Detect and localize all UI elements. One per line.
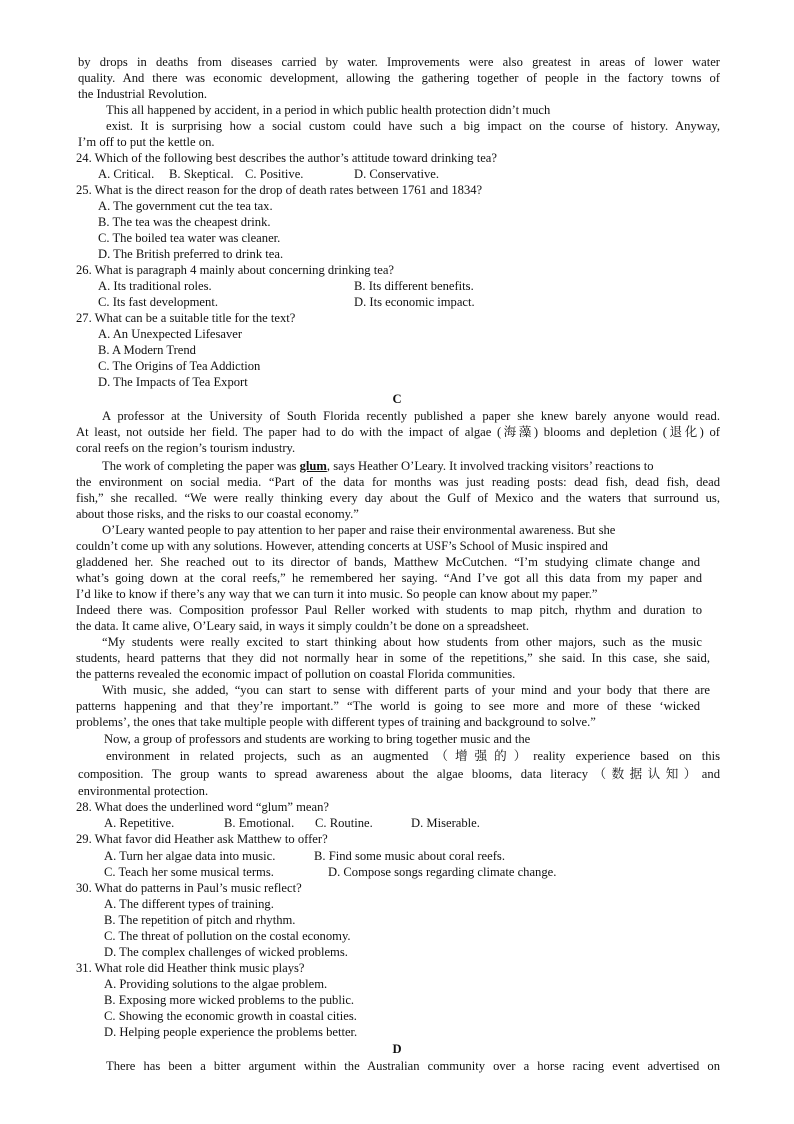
option-a: A. An Unexpected Lifesaver: [98, 327, 243, 341]
option-b: B. The tea was the cheapest drink.: [98, 215, 271, 229]
passage-line: fish,” she recalled. “We were really thinking every day about the Gulf of Mexico and the waters that surround us,: [76, 491, 720, 505]
option-b: B. Its different benefits.: [354, 279, 474, 293]
passage-line: coral reefs on the region’s tourism industry.: [76, 441, 296, 455]
passage-line: about those risks, and the risks to our coastal economy.”: [76, 507, 359, 521]
passage-line: problems’, the ones that take multiple people with different types of training and background to solve.”: [76, 715, 596, 729]
section-heading-c: C: [392, 392, 402, 406]
question-stem: 31. What role did Heather think music plays?: [76, 961, 305, 975]
passage-line: quality. And there was economic development, allowing the gathering together of people in the factory towns of: [78, 71, 720, 85]
option-b: B. Skeptical.: [169, 167, 234, 181]
question-stem: 26. What is paragraph 4 mainly about concerning drinking tea?: [76, 263, 395, 277]
passage-line: With music, she added, “you can start to sense with different parts of your mind and your body that there are: [102, 683, 710, 697]
option-c: C. Routine.: [315, 816, 373, 830]
passage-line: couldn’t come up with any solutions. However, attending concerts at USF’s School of Music inspired and: [76, 539, 608, 553]
option-c: C. Showing the economic growth in coastal cities.: [104, 1009, 357, 1023]
passage-line: Now, a group of professors and students are working to bring together music and the: [104, 732, 531, 746]
option-c: C. Teach her some musical terms.: [104, 865, 274, 879]
passage-line: I’d like to know if there’s any way that we can turn it into music. So people can know about my paper.”: [76, 587, 598, 601]
option-d: D. Compose songs regarding climate change.: [328, 865, 557, 879]
passage-text: , says Heather O’Leary. It involved tracking visitors’ reactions to: [326, 459, 654, 473]
passage-line: the patterns revealed the economic impact of pollution on coastal Florida communities.: [76, 667, 516, 681]
passage-line: patterns happening and that they’re important.” “The world is going to see more and more of these ‘wicked: [76, 699, 700, 713]
passage-line: “My students were really excited to start thinking about how students from other majors, such as the music: [102, 635, 702, 649]
passage-text: The work of completing the paper was: [102, 459, 300, 473]
option-d: D. Helping people experience the problems better.: [104, 1025, 358, 1039]
passage-line: I’m off to put the kettle on.: [78, 135, 215, 149]
passage-line: environmental protection.: [78, 784, 209, 798]
passage-line: This all happened by accident, in a period in which public health protection didn’t much: [106, 103, 551, 117]
passage-line: the Industrial Revolution.: [78, 87, 208, 101]
option-a: A. Critical.: [98, 167, 155, 181]
passage-line: environment in related projects, such as an augmented（增强的）reality experience based on this: [106, 749, 720, 763]
question-stem: 30. What do patterns in Paul’s music reflect?: [76, 881, 302, 895]
option-d: D. Conservative.: [354, 167, 439, 181]
question-stem: 28. What does the underlined word “glum” mean?: [76, 800, 329, 814]
option-d: D. Its economic impact.: [354, 295, 475, 309]
option-d: D. The Impacts of Tea Export: [98, 375, 248, 389]
passage-line: by drops in deaths from diseases carried by water. Improvements were also greatest in areas of lower water: [78, 55, 720, 69]
option-c: C. Positive.: [245, 167, 304, 181]
option-b: B. Emotional.: [224, 816, 295, 830]
passage-line: composition. The group wants to spread awareness about the algae blooms, data literacy（数据认知）and: [78, 767, 720, 781]
option-c: C. Its fast development.: [98, 295, 218, 309]
option-a: A. Its traditional roles.: [98, 279, 212, 293]
option-a: A. Repetitive.: [104, 816, 175, 830]
passage-line: A professor at the University of South Florida recently published a paper she knew barely anyone would read.: [102, 409, 720, 423]
option-d: D. The British preferred to drink tea.: [98, 247, 284, 261]
section-heading-d: D: [392, 1042, 402, 1056]
question-stem: 29. What favor did Heather ask Matthew to offer?: [76, 832, 328, 846]
passage-line: At least, not outside her field. The paper had to do with the impact of algae (海藻) blooms and depletion (退化) of: [76, 425, 720, 439]
question-stem: 27. What can be a suitable title for the text?: [76, 311, 296, 325]
passage-line: O’Leary wanted people to pay attention to her paper and raise their environmental awareness. But she: [102, 523, 616, 537]
passage-line: gladdened her. She reached out to its director of bands, Matthew McCutchen. “I’m studying climate change and: [76, 555, 700, 569]
option-a: A. Turn her algae data into music.: [104, 849, 276, 863]
passage-line: Indeed there was. Composition professor Paul Reller worked with students to map pitch, rhythm and duration to: [76, 603, 702, 617]
passage-line: There has been a bitter argument within the Australian community over a horse racing event advertised on: [106, 1059, 720, 1073]
option-a: A. Providing solutions to the algae problem.: [104, 977, 328, 991]
passage-line: exist. It is surprising how a social custom could have such a big impact on the course of history. Anyway,: [106, 119, 720, 133]
option-a: A. The different types of training.: [104, 897, 274, 911]
option-c: C. The boiled tea water was cleaner.: [98, 231, 281, 245]
passage-line: the data. It came alive, O’Leary said, in ways it simply couldn’t be done on a spreadsheet.: [76, 619, 529, 633]
option-b: B. Exposing more wicked problems to the public.: [104, 993, 355, 1007]
option-b: B. The repetition of pitch and rhythm.: [104, 913, 296, 927]
option-b: B. Find some music about coral reefs.: [314, 849, 505, 863]
passage-line: students, heard patterns that they did not normally hear in some of the repetitions,” she said. In this case, she said,: [76, 651, 710, 665]
passage-line: what’s going down at the coral reefs,” he remembered her saying. “And I’ve got all this data from my paper and: [76, 571, 702, 585]
option-c: C. The Origins of Tea Addiction: [98, 359, 261, 373]
option-d: D. Miserable.: [411, 816, 480, 830]
option-b: B. A Modern Trend: [98, 343, 196, 357]
option-a: A. The government cut the tea tax.: [98, 199, 273, 213]
underlined-word-glum: glum: [299, 459, 327, 473]
question-stem: 25. What is the direct reason for the drop of death rates between 1761 and 1834?: [76, 183, 483, 197]
option-d: D. The complex challenges of wicked problems.: [104, 945, 348, 959]
passage-line: the environment on social media. “Part of the data for months was just reading posts: dead fish, dead fish, dead: [76, 475, 720, 489]
question-stem: 24. Which of the following best describes the author’s attitude toward drinking tea?: [76, 151, 497, 165]
option-c: C. The threat of pollution on the costal economy.: [104, 929, 351, 943]
passage-line: [102, 458, 654, 474]
